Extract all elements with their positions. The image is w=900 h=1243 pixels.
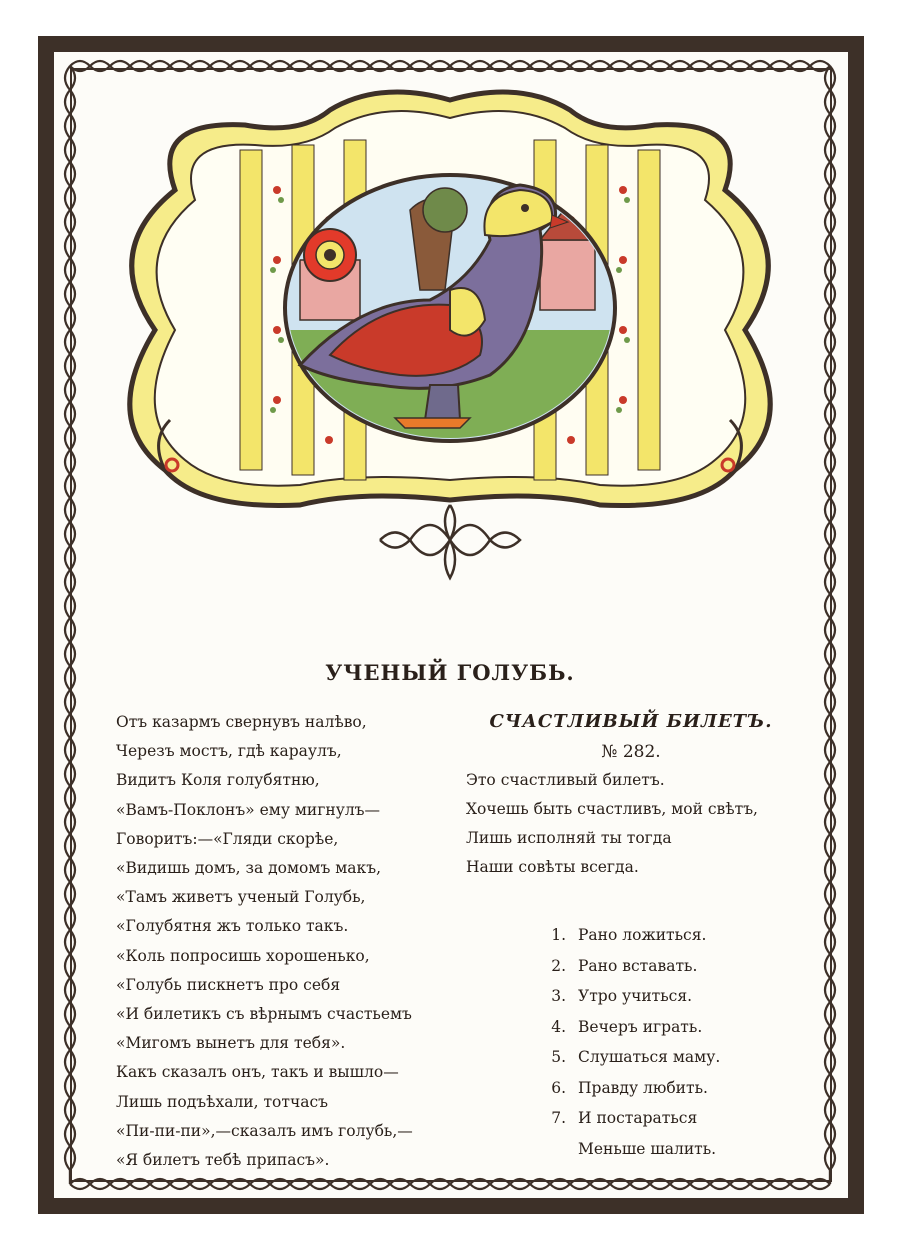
rule-text: И постараться: [578, 1109, 698, 1127]
rule-item: [466, 920, 806, 951]
rule-item: [466, 1103, 806, 1134]
rule-item: [466, 981, 806, 1012]
ticket-column: [466, 708, 806, 1164]
page-title: УЧЕНЫЙ ГОЛУБЬ.: [325, 660, 575, 685]
ticket-number: № 282.: [601, 742, 661, 762]
dove-vignette: [0, 0, 900, 600]
rule-continuation: Меньше шалить.: [578, 1139, 717, 1158]
poem-line: «Тамъ живетъ ученый Голубь,: [116, 888, 366, 907]
poem-line: «Коль попросишь хорошенько,: [116, 946, 370, 965]
rules-list: [466, 920, 806, 1134]
rule-item: [466, 1073, 806, 1104]
poem-line: Видитъ Коля голубятню,: [116, 771, 320, 790]
rule-text: Слушаться маму.: [578, 1048, 721, 1066]
rule-number: 6.: [551, 1078, 566, 1097]
knot-ornament: [380, 505, 520, 578]
poem-line: «Вамъ-Поклонъ» ему мигнулъ—: [116, 800, 381, 819]
rule-item: [466, 1042, 806, 1073]
rule-text: Утро учиться.: [578, 987, 693, 1005]
rule-number: 3.: [551, 987, 566, 1005]
rule-text: Правду любить.: [578, 1078, 708, 1097]
poem-line: «Пи-пи-пи»,—сказалъ имъ голубь,—: [116, 1121, 413, 1140]
rule-number: 7.: [551, 1109, 566, 1127]
flower: [304, 229, 356, 281]
poem-line: «Я билетъ тебѣ припасъ».: [116, 1151, 330, 1170]
ticket-poem-line: Хочешь быть счастливъ, мой свѣтъ,: [466, 800, 758, 818]
rule-number: 5.: [551, 1048, 566, 1066]
rule-text: Вечеръ играть.: [578, 1017, 703, 1036]
poem-line: «Голубятня жъ только такъ.: [116, 917, 349, 936]
poem-line: «Голубь пискнетъ про себя: [116, 975, 341, 994]
poem-line: Отъ казармъ свернувъ налѣво,: [116, 713, 367, 731]
left-poem: [116, 708, 476, 1175]
rule-number: 1.: [551, 926, 566, 944]
rule-number: 4.: [551, 1017, 566, 1036]
rule-text: Рано вставать.: [578, 956, 698, 975]
ticket-poem-line: Лишь исполняй ты тогда: [466, 829, 672, 847]
rule-item: [466, 951, 806, 982]
rule-number: 2.: [551, 956, 566, 975]
poem-line: Говоритъ:—«Гляди скорѣе,: [116, 829, 339, 848]
ticket-poem-line: Это счастливый билетъ.: [466, 771, 665, 789]
poem-line: Лишь подъѣхали, тотчасъ: [116, 1092, 328, 1111]
rule-item: [466, 1012, 806, 1043]
ticket-poem: [466, 766, 806, 882]
poem-line: Какъ сказалъ онъ, такъ и вышло—: [116, 1063, 399, 1082]
poem-line: «Видишь домъ, за домомъ макъ,: [116, 859, 382, 878]
poem-line: «Мигомъ вынетъ для тебя».: [116, 1034, 346, 1053]
ticket-title: СЧАСТЛИВЫЙ БИЛЕТЪ.: [489, 711, 773, 732]
rule-text: Рано ложиться.: [578, 926, 707, 944]
ticket-poem-line: Наши совѣты всегда.: [466, 858, 639, 876]
poem-line: «И билетикъ съ вѣрнымъ счастьемъ: [116, 1005, 412, 1024]
poem-line: Черезъ мостъ, гдѣ караулъ,: [116, 742, 342, 761]
